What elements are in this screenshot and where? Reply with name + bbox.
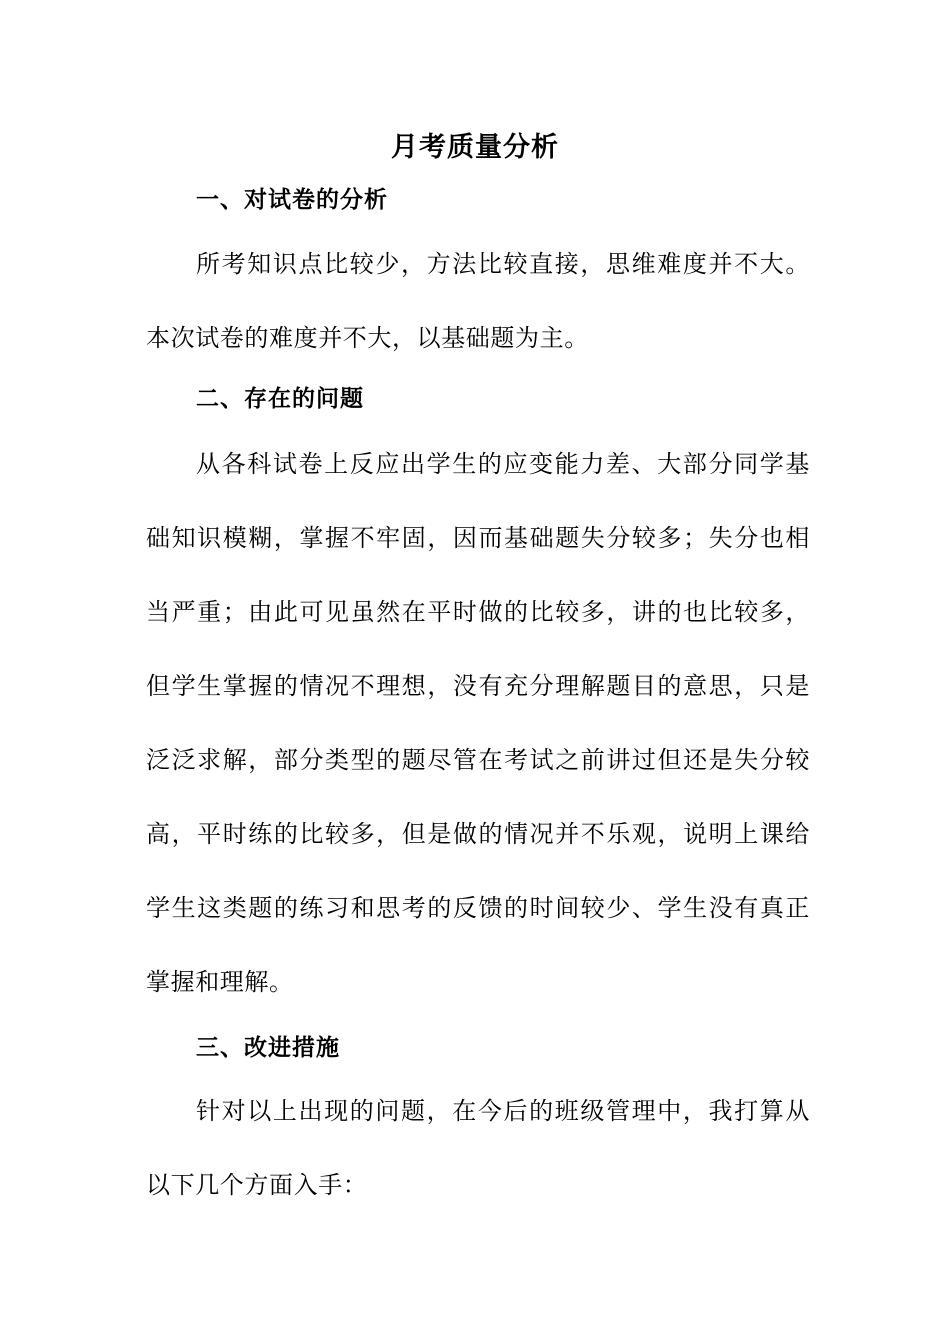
section-paragraph-problems: 从各科试卷上反应出学生的应变能力差、大部分同学基础知识模糊，掌握不牢固，因而基础题失分较多；失分也相当严重；由此可见虽然在平时做的比较多，讲的也比较多，但学生掌握的情况不理想，没有充分理解题目的意思，只是泛泛求解，部分类型的题尽管在考试之前讲过但还是失分较高，平时练的比较多，但是做的情况并不乐观，说明上课给学生这类题的练习和思考的反馈的时间较少、学生没有真正掌握和理解。 (146, 450, 810, 996)
section-paragraph-improvements: 针对以上出现的问题，在今后的班级管理中，我打算从以下几个方面入手： (146, 1097, 810, 1199)
section-heading-problems: 二、存在的问题 (196, 386, 364, 412)
section-paragraph-analysis: 所考知识点比较少，方法比较直接，思维难度并不大。本次试卷的难度并不大，以基础题为主。 (146, 250, 810, 352)
document-title: 月考质量分析 (391, 132, 559, 163)
section-heading-improvements: 三、改进措施 (196, 1035, 340, 1061)
section-heading-analysis: 一、对试卷的分析 (196, 187, 388, 213)
